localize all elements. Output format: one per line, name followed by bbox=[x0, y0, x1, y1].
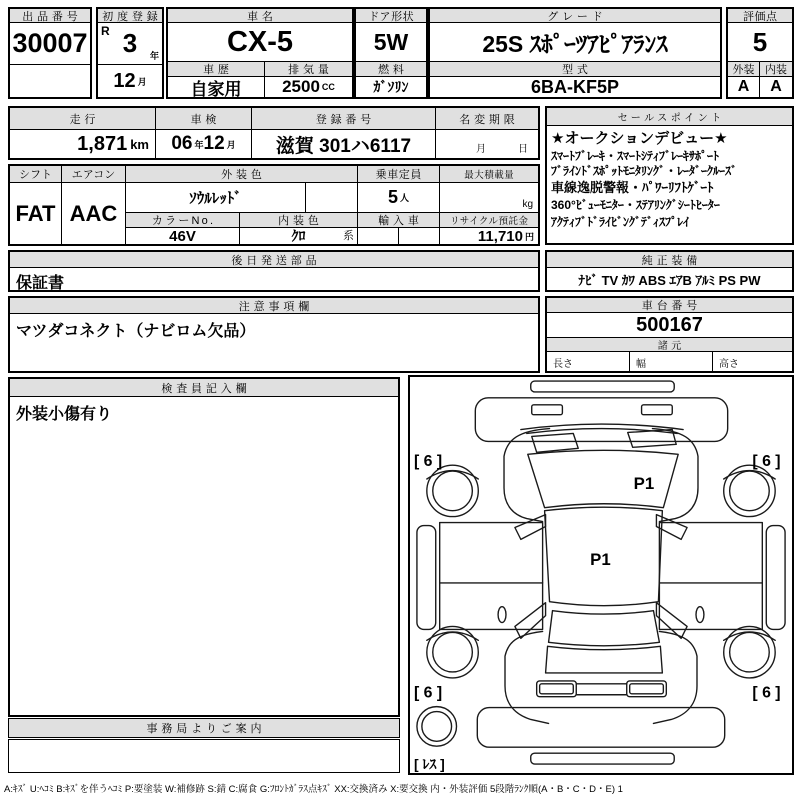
office-info-header bbox=[8, 718, 400, 738]
paint-mark-roof: P1 bbox=[590, 550, 611, 570]
name-change-value bbox=[436, 130, 538, 158]
history-value: 自家用 bbox=[168, 77, 265, 97]
door-handle-right bbox=[696, 607, 704, 623]
import-label: 輸入車 bbox=[358, 213, 440, 228]
max-load-unit: kg bbox=[522, 199, 533, 210]
inspection-value bbox=[156, 130, 252, 158]
spec-row-block bbox=[8, 164, 540, 246]
quarter-panel-right bbox=[653, 631, 697, 723]
capacity-label: 乗車定員 bbox=[358, 166, 440, 183]
car-name-label: 車名 bbox=[168, 9, 352, 23]
max-load-label: 最大積載量 bbox=[440, 166, 538, 183]
auction-number-block bbox=[8, 7, 92, 99]
door-shape-label: ドア形状 bbox=[356, 9, 426, 23]
equipment-label: 純正装備 bbox=[547, 252, 792, 268]
model-code-label: 型式 bbox=[430, 62, 720, 77]
displacement-number: 2500 bbox=[282, 77, 320, 96]
quarter-panel-left bbox=[505, 631, 549, 723]
inspector-notes-value: 外装小傷有り bbox=[16, 406, 113, 423]
shift-label: シフト bbox=[10, 166, 62, 183]
doors-right bbox=[659, 523, 762, 630]
rear-bumper bbox=[477, 708, 724, 748]
interior-label: 内装 bbox=[760, 62, 792, 77]
wheel-front-right bbox=[724, 465, 775, 516]
wiper-left bbox=[532, 433, 579, 452]
spec-width-cell bbox=[630, 352, 713, 371]
registration-number-value: 滋賀 301ハ6117 bbox=[252, 130, 436, 158]
door-shape-value: 5W bbox=[356, 23, 426, 62]
rear-bumper-strip bbox=[531, 753, 674, 764]
damage-diagram-block bbox=[408, 375, 794, 775]
wheel-rear-right-rim bbox=[730, 632, 770, 672]
spec-length-cell bbox=[547, 352, 630, 371]
tail-light-left-inner bbox=[540, 684, 574, 694]
inspection-year: 06 bbox=[171, 133, 193, 154]
spec-label: 諸元 bbox=[547, 338, 792, 352]
spec-height-cell bbox=[713, 352, 792, 371]
rocker-right bbox=[766, 526, 785, 630]
tail-panel-lines bbox=[576, 684, 626, 695]
exterior-color-label: 外装色 bbox=[126, 166, 358, 183]
name-change-day-unit: 日 bbox=[518, 144, 528, 155]
fuel-label: 燃料 bbox=[356, 62, 426, 77]
name-change-month-unit: 月 bbox=[476, 144, 486, 155]
paint-mark-windshield: P1 bbox=[633, 473, 655, 493]
interior-color-label: 内装色 bbox=[240, 213, 358, 228]
wheel-front-left bbox=[427, 465, 478, 516]
aircon-label: エアコン bbox=[62, 166, 126, 183]
recycle-label: リサイクル預託金 bbox=[440, 213, 538, 228]
displacement-unit: CC bbox=[321, 82, 335, 92]
chassis-label: 車台番号 bbox=[547, 298, 792, 313]
sales-line: 360°ﾋﾞｭｰﾓﾆﾀｰ・ｽﾃｱﾘﾝｸﾞｼｰﾄﾋｰﾀｰ bbox=[551, 198, 720, 212]
car-top-view-diagram bbox=[410, 377, 792, 773]
mileage-row-block bbox=[8, 106, 540, 160]
aircon-value: AAC bbox=[62, 183, 126, 244]
windshield bbox=[528, 450, 678, 507]
wheel-rear-left-rim bbox=[433, 632, 473, 672]
score-block bbox=[726, 7, 794, 99]
grille-slot-right bbox=[642, 405, 673, 415]
rocker-left bbox=[417, 526, 436, 630]
displacement-label: 排気量 bbox=[265, 62, 352, 77]
front-bumper bbox=[475, 398, 727, 442]
tire-depth-front-left: [ 6 ] bbox=[413, 453, 443, 471]
inspection-year-unit: 年 bbox=[194, 139, 204, 150]
exterior-label: 外装 bbox=[728, 62, 760, 77]
later-parts-block bbox=[8, 250, 540, 292]
first-registration-label: 初度登録 bbox=[98, 9, 162, 23]
capacity-number: 5 bbox=[387, 187, 398, 207]
notes-label: 注意事項欄 bbox=[10, 298, 538, 314]
mileage-label: 走行 bbox=[10, 108, 156, 130]
reg-year: 3 bbox=[122, 28, 138, 58]
later-parts-value: 保証書 bbox=[16, 275, 65, 292]
history-label: 車歴 bbox=[168, 62, 265, 77]
equipment-value: ﾅﾋﾞ TV ｶﾜ ABS ｴｱB ｱﾙﾐ PS PW bbox=[578, 272, 761, 288]
notes-block bbox=[8, 296, 540, 373]
tire-depth-rear-right: [ 6 ] bbox=[752, 684, 781, 702]
import-cell-left bbox=[358, 228, 399, 244]
later-parts-label: 後日発送部品 bbox=[10, 252, 538, 268]
recycle-unit: 円 bbox=[524, 231, 534, 242]
score-value: 5 bbox=[728, 23, 792, 62]
month-unit: 月 bbox=[137, 76, 147, 87]
mileage-number: 1,871 bbox=[77, 132, 128, 155]
sales-line: ｱｸﾃｨﾌﾞﾄﾞﾗｲﾋﾞﾝｸﾞﾃﾞｨｽﾌﾟﾚｲ bbox=[551, 215, 690, 229]
legend-footer: A:ｷｽﾞ U:ﾍｺﾐ B:ｷｽﾞを伴うﾍｺﾐ P:要塗装 W:補修跡 S:錆 C:腐食 G:ﾌﾛﾝﾄｶﾞﾗｽ点ｷｽﾞ XX:交換済み X:要交換 内・外装評価 5段階ﾗﾝｸ順(A・B・C・D・E) 1 bbox=[4, 784, 623, 795]
interior-grade: A bbox=[770, 78, 782, 95]
capacity-value bbox=[358, 183, 440, 213]
spare-tire-mark: [ ﾚｽ ] bbox=[413, 755, 445, 772]
shift-value: FAT bbox=[10, 183, 62, 244]
exterior-color-value: ｿｳﾙﾚｯﾄﾞ bbox=[126, 183, 306, 213]
interior-color-value bbox=[240, 228, 358, 244]
equipment-block bbox=[545, 250, 794, 292]
front-fender-left bbox=[504, 429, 550, 522]
inspection-month-unit: 月 bbox=[226, 139, 236, 150]
wheel-rear-right bbox=[724, 626, 775, 677]
auction-number-value: 30007 bbox=[10, 23, 90, 65]
rear-glass bbox=[549, 611, 660, 646]
trunk-lid bbox=[546, 646, 663, 673]
fuel-value: ｶﾞｿﾘﾝ bbox=[373, 79, 409, 95]
sales-line: ★オークションデビュー★ bbox=[551, 130, 728, 147]
auction-number-label: 出品番号 bbox=[10, 9, 90, 23]
interior-color-name: ｸﾛ bbox=[291, 228, 306, 244]
first-registration-block bbox=[96, 7, 164, 99]
chassis-block bbox=[545, 296, 794, 373]
registration-number-label: 登録番号 bbox=[252, 108, 436, 130]
wheel-rear-left bbox=[427, 626, 478, 677]
inspection-month: 12 bbox=[203, 133, 225, 154]
sales-points-label: セールスポイント bbox=[547, 108, 792, 126]
chassis-value: 500167 bbox=[547, 313, 792, 338]
grade-label: グレード bbox=[430, 9, 720, 23]
tire-depth-front-right: [ 6 ] bbox=[752, 453, 781, 471]
first-registration-month bbox=[98, 65, 162, 97]
spare-tire bbox=[417, 707, 457, 747]
import-cell-right bbox=[399, 228, 440, 244]
model-code-value: 6BA-KF5P bbox=[530, 77, 619, 97]
office-info-body bbox=[8, 739, 400, 773]
door-shape-block bbox=[354, 7, 428, 99]
sales-points-body bbox=[547, 127, 792, 243]
max-load-value bbox=[440, 183, 538, 213]
mileage-unit: km bbox=[130, 136, 149, 152]
wheel-front-left-rim bbox=[433, 471, 473, 511]
spec-length-label: 長さ bbox=[553, 359, 573, 370]
spare-tire-rim bbox=[422, 712, 452, 742]
sales-line: 車線逸脱警報・ﾊﾟﾜｰﾘﾌﾄｹﾞｰﾄ bbox=[551, 180, 714, 195]
exterior-color-extra-cell bbox=[306, 183, 358, 213]
doors-left bbox=[440, 523, 543, 630]
car-name-block bbox=[166, 7, 354, 99]
sales-line: ﾌﾞﾗｲﾝﾄﾞｽﾎﾟｯﾄﾓﾆﾀﾘﾝｸﾞ・ﾚｰﾀﾞｰｸﾙｰｽﾞ bbox=[551, 164, 738, 178]
front-bumper-strip bbox=[531, 381, 674, 392]
mileage-value bbox=[10, 130, 156, 158]
car-name-value: CX-5 bbox=[168, 23, 352, 62]
displacement-value bbox=[265, 77, 352, 97]
inspector-notes-label: 検査員記入欄 bbox=[10, 379, 398, 397]
first-registration-year bbox=[98, 23, 162, 65]
recycle-number: 11,710 bbox=[477, 228, 523, 244]
office-info-label: 事務局よりご案内 bbox=[146, 723, 266, 735]
interior-color-suffix: 系 bbox=[343, 230, 354, 242]
color-no-label: カラーNo. bbox=[126, 213, 240, 228]
wheel-front-right-rim bbox=[730, 471, 770, 511]
reg-month: 12 bbox=[113, 69, 136, 92]
tire-depth-rear-left: [ 6 ] bbox=[413, 684, 443, 702]
name-change-label: 名変期限 bbox=[436, 108, 538, 130]
recycle-value bbox=[440, 228, 538, 244]
inspector-notes-block bbox=[8, 377, 400, 717]
grille-slot-left bbox=[532, 405, 563, 415]
spec-width-label: 幅 bbox=[636, 359, 646, 370]
spec-height-label: 高さ bbox=[719, 359, 739, 370]
capacity-unit: 人 bbox=[400, 193, 410, 203]
a-pillar-left bbox=[515, 515, 546, 540]
sales-points-block bbox=[545, 106, 794, 245]
grade-block bbox=[428, 7, 722, 99]
exterior-grade: A bbox=[728, 77, 760, 97]
year-unit: 年 bbox=[149, 51, 159, 61]
era-mark: R bbox=[101, 24, 110, 38]
inspection-label: 車検 bbox=[156, 108, 252, 130]
tail-light-right-inner bbox=[630, 684, 664, 694]
color-no-value: 46V bbox=[126, 228, 240, 244]
door-handle-left bbox=[498, 607, 506, 623]
notes-value: マツダコネクト（ナビロム欠品） bbox=[16, 323, 256, 340]
sales-line: ｽﾏｰﾄﾌﾞﾚｰｷ・ｽﾏｰﾄｼﾃｨﾌﾞﾚｰｷｻﾎﾟｰﾄ bbox=[551, 149, 720, 163]
grade-value: 25S ｽﾎﾟｰﾂｱﾋﾟｱﾗﾝｽ bbox=[430, 23, 720, 62]
score-label: 評価点 bbox=[728, 9, 792, 23]
